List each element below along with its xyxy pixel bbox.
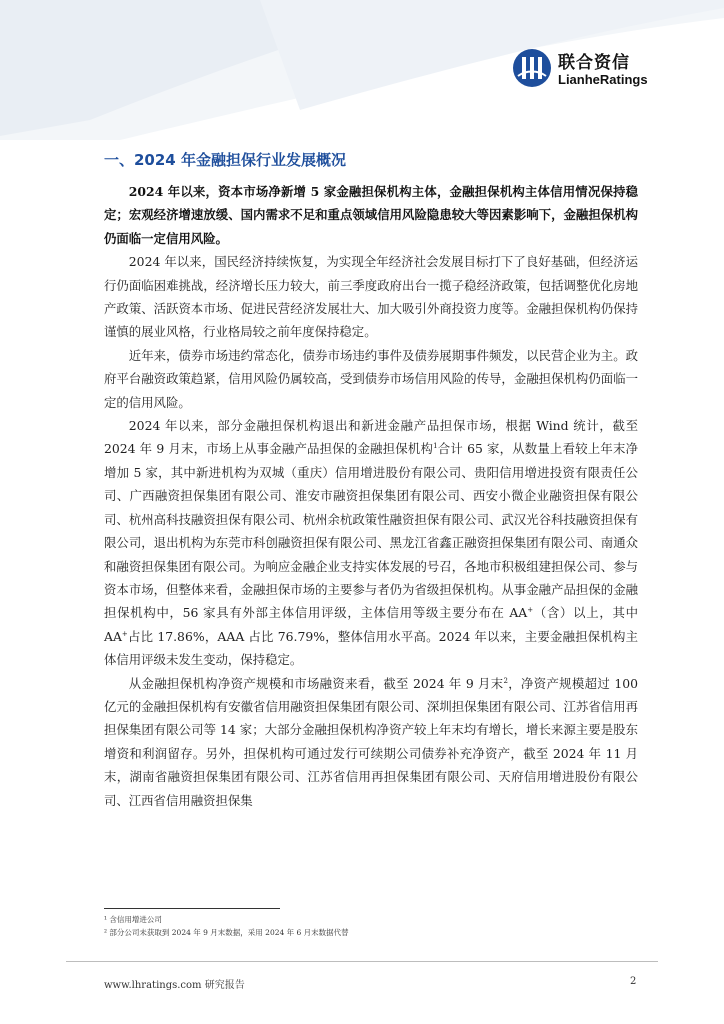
paragraph-text: 从金融担保机构净资产规模和市场融资来看，截至 2024 年 9 月末 [128,675,504,691]
section-title: 一、2024 年金融担保行业发展概况 [104,151,346,169]
page-number: 2 [630,976,637,987]
company-logo [512,46,652,92]
footer-website[interactable]: www.lhratings.com 研究报告 [104,980,245,991]
footnote-ref-1[interactable]: 1 [433,442,438,451]
paragraph-macro-economy: 2024 年以来，国民经济持续恢复，为实现全年经济社会发展目标打下了良好基础，但经济运行仍面临困难挑战，经济增长压力较大，前三季度政府出台一揽子稳经济政策，包括调整优化房地产政策、活跃资本市场、促进民营经济发展壮大、加大吸引外商投资力度等。金融担保机构仍保持谨慎的展业风格，行业格局较之前年度保持稳定。 [104,254,638,340]
lianhe-ratings-logo-icon [512,48,552,88]
rating-plus-sign: + [527,606,534,615]
main-content [104,180,638,812]
footnote-1: ¹ 含信用增进公司 [104,915,162,924]
summary-paragraph: 2024 年以来，资本市场净新增 5 家金融担保机构主体，金融担保机构主体信用情况保持稳定；宏观经济增速放缓、国内需求不足和重点领域信用风险隐患较大等因素影响下，金融担保机构仍面临一定信用风险。 [104,184,638,246]
paragraph-text: 2024 年以来，部分金融担保机构退出和新进金融产品担保市场，根据 Wind 统计，截至 2024 年 9 月末，市场上从事金融产品担保的金融担保机构 [104,418,638,457]
footnote-ref-2[interactable]: 2 [503,676,508,685]
footnote-divider [104,908,280,909]
logo-chinese-name: 联合资信 [558,53,630,73]
paragraph-market-entrants [104,414,638,671]
paragraph-bond-default: 近年来，债券市场违约常态化，债券市场违约事件及债券展期事件频发，以民营企业为主。政府平台融资政策趋紧，信用风险仍属较高，受到债券市场信用风险的传导，金融担保机构仍面临一定的信用风险。 [104,347,638,410]
paragraph-text: 合计 65 家，从数量上看较上年末净增加 5 家，其中新进机构为双城（重庆）信用增进股份有限公司、贵阳信用增进投资有限责任公司、广西融资担保集团有限公司、淮安市融资担保集团有限公司、西安小微企业融资担保有限公司、杭州高科技融资担保有限公司、杭州余杭政策性融资担保有限公司、武汉光谷科技融资担保有限公司，退出机构为东莞市科创融资担保有限公司、黑龙江省鑫正融资担保集团有限公司、南通众和融资担保集团有限公司。为响应金融企业支持实体发展的号召，各地市积极组建担保公司、参与资本市场，但整体来看，金融担保市场的主要参与者仍为省级担保机构。从事金融产品担保的金融担保机构中，56 家具有外部主体信用评级，主体信用等级主要分布在 AA [104,441,638,621]
paragraph-text: （含）以上，其中 AA [104,605,639,644]
paragraph-text: ，净资产规模超过 100 亿元的金融担保机构有安徽省信用融资担保集团有限公司、深圳担保集团有限公司、江苏省信用再担保集团有限公司等 14 家；大部分金融担保机构净资产较上年末均有增长，增长来源主要是股东增资和利润留存。另外，担保机构可通过发行可续期公司债券补充净资产，截至 2024 年 11 月末，湖南省融资担保集团有限公司、江苏省信用再担保集团有限公司、天府信用增进股份有限公司、江西省信用融资担保集 [104,675,639,808]
paragraph-text: 占比 17.86%，AAA 占比 76.79%，整体信用水平高。2024 年以来，主要金融担保机构主体信用评级未发生变动，保持稳定。 [104,628,638,668]
logo-english-name: LianheRatings [558,72,648,87]
rating-plus-sign: + [121,629,128,638]
paragraph-net-assets [104,672,638,812]
footer-divider [66,961,658,962]
footnote-2: ² 部分公司未获取到 2024 年 9 月末数据，采用 2024 年 6 月末数据代替 [104,928,349,937]
